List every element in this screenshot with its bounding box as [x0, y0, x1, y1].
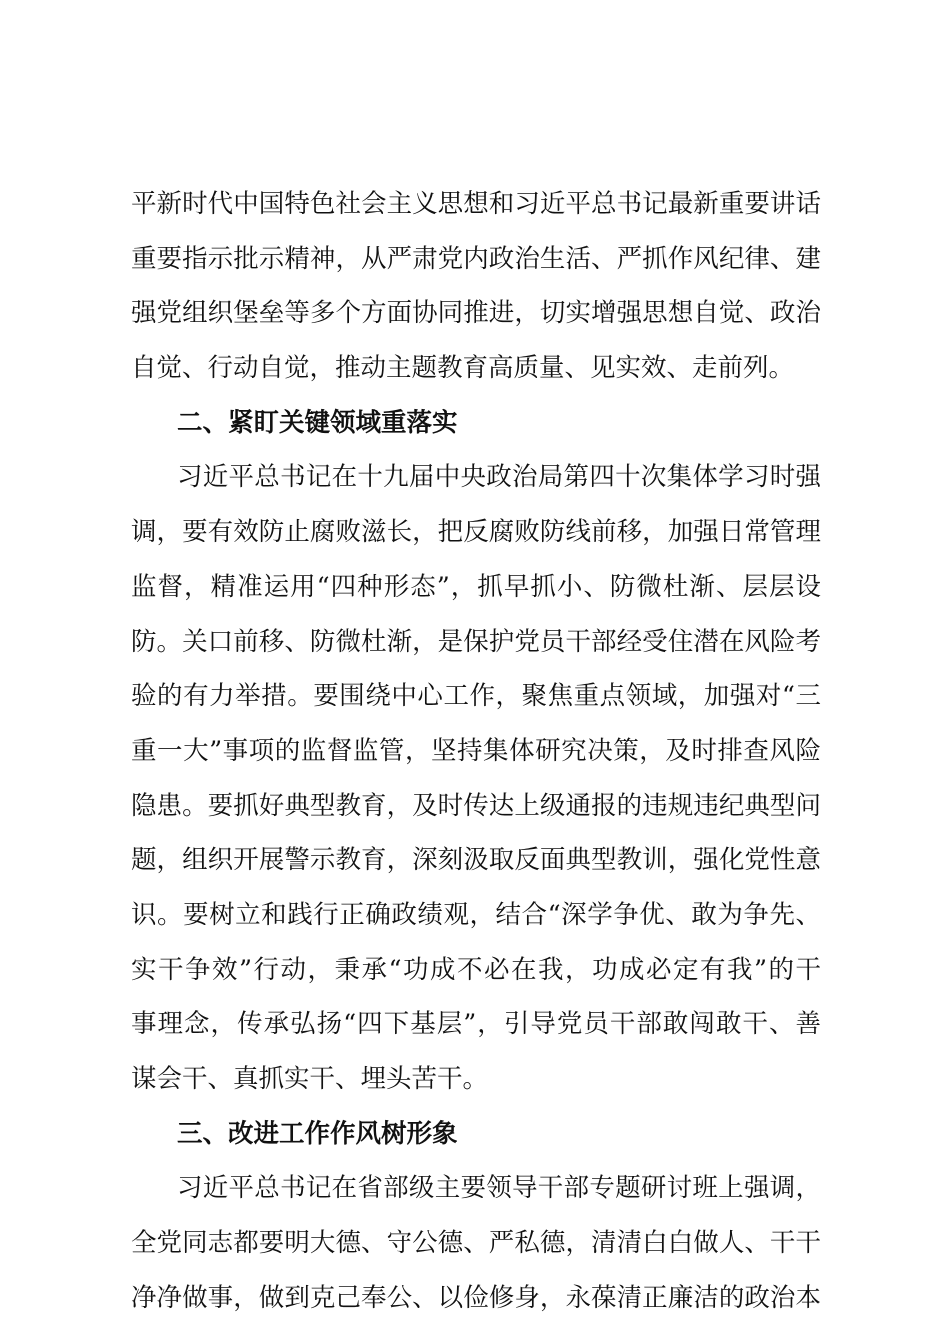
paragraph-line: 强党组织堡垒等多个方面协同推进，切实增强思想自觉、政治 — [131, 298, 821, 329]
section-heading-3: 三、改进工作作风树形象 — [177, 1118, 458, 1149]
paragraph-line: 重要指示批示精神，从严肃党内政治生活、严抓作风纪律、建 — [131, 243, 821, 274]
paragraph-line: 习近平总书记在十九届中央政治局第四十次集体学习时强 — [177, 462, 821, 493]
paragraph-line: 平新时代中国特色社会主义思想和习近平总书记最新重要讲话 — [131, 189, 821, 219]
paragraph-line: 识。要树立和践行正确政绩观，结合“深学争优、敢为争先、 — [131, 899, 821, 930]
paragraph-line: 实干争效”行动，秉承“功成不必在我，功成必定有我”的干 — [131, 954, 821, 985]
paragraph-line: 隐患。要抓好典型教育，及时传达上级通报的违规违纪典型问 — [131, 790, 821, 821]
paragraph-line: 净净做事，做到克己奉公、以俭修身，永葆清正廉洁的政治本 — [131, 1282, 821, 1313]
paragraph-line: 重一大”事项的监督监管，坚持集体研究决策，及时排查风险 — [131, 735, 821, 766]
paragraph-line: 谋会干、真抓实干、埋头苦干。 — [131, 1064, 489, 1094]
paragraph-line: 调，要有效防止腐败滋长，把反腐败防线前移，加强日常管理 — [131, 517, 821, 548]
document-body — [131, 177, 821, 1325]
paragraph-line: 全党同志都要明大德、守公德、严私德，清清白白做人、干干 — [131, 1228, 821, 1259]
paragraph-line: 监督，精准运用“四种形态”，抓早抓小、防微杜渐、层层设 — [131, 571, 821, 602]
paragraph-line: 验的有力举措。要围绕中心工作，聚焦重点领域，加强对“三 — [131, 681, 821, 712]
paragraph-line: 自觉、行动自觉，推动主题教育高质量、见实效、走前列。 — [131, 353, 795, 384]
paragraph-line: 题，组织开展警示教育，深刻汲取反面典型教训，强化党性意 — [131, 845, 821, 876]
paragraph-line: 防。关口前移、防微杜渐，是保护党员干部经受住潜在风险考 — [131, 626, 821, 657]
paragraph-line: 事理念，传承弘扬“四下基层”，引导党员干部敢闯敢干、善 — [131, 1009, 821, 1040]
section-heading-2: 二、紧盯关键领域重落实 — [177, 407, 458, 438]
paragraph-line: 习近平总书记在省部级主要领导干部专题研讨班上强调， — [177, 1173, 821, 1204]
